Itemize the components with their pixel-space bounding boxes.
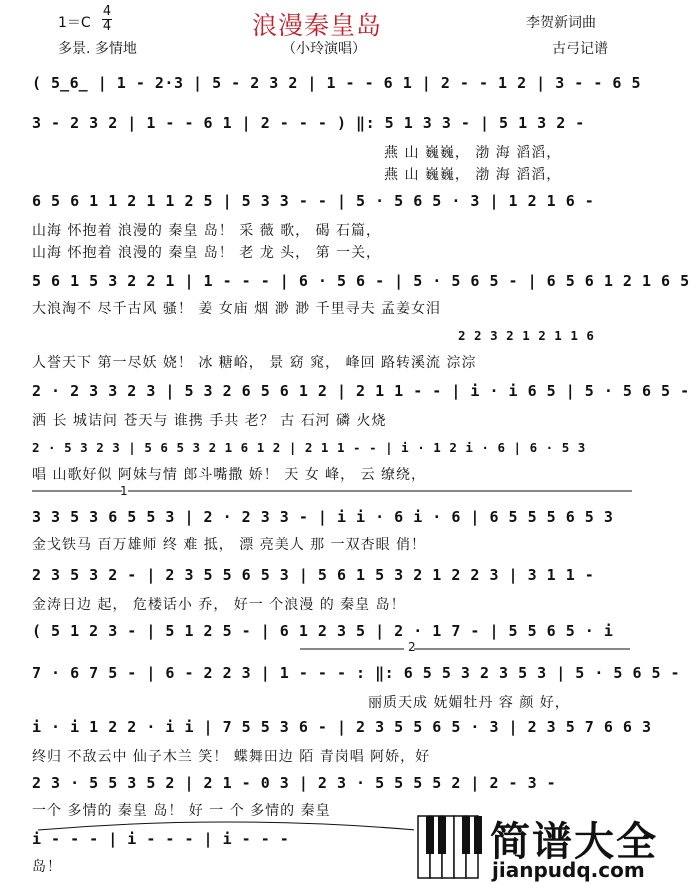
score-row-4-notes: 5 6 1 5 3 2 2 1 | 1 - - - | 6 · 5 6 - | 5 · 5 6 5 - | 6 5 6 1 2 1 6 5: [32, 272, 690, 290]
score-row-13-lyric-1: 一个 多情的 秦皇 岛！ 好 一 个 多情的 秦皇: [32, 803, 331, 819]
score-row-6-notes: 2 · 2 3 3 2 3 | 5 3 2 6 5 6 1 2 | 2 1 1 - - | i · i 6 5 | 5 · 5 6 5 -: [32, 382, 690, 400]
song-title: 浪漫秦皇岛: [252, 11, 383, 40]
score-row-14-lyric-1: 岛！: [32, 859, 62, 875]
score-row-11-notes: 7 · 6 7 5 - | 6 - 2 2 3 | 1 - - - : ‖: 6 5 5 3 2 3 5 3 | 5 · 5 6 5 -: [32, 664, 681, 682]
meter-top: 4: [102, 4, 112, 19]
score-row-7-lyric-1: 唱 山歌好似 阿妹与情 郎斗嘴撒 娇！ 天 女 峰， 云 缭绕，: [32, 467, 427, 483]
time-signature: [102, 6, 112, 33]
volta-2-marker: 2: [408, 640, 416, 654]
meter-bottom: 4: [102, 19, 112, 34]
score-row-1-notes: ( 5̲6̲ | 1 - 2·3 | 5 - 2 3 2 | 1 - - 6 1 | 2 - - 1 2 | 3 - - 6 5: [32, 74, 641, 92]
arranger-credit: 古弓记谱: [552, 41, 608, 57]
lyricist-credit: 李贺新词曲: [526, 15, 596, 31]
volta-1-marker: 1: [120, 484, 128, 498]
score-row-7-notes: 2 · 5 3 2 3 | 5 6 5 3 2 1 6 1 2 | 2 1 1 - - | i · 1 2 i · 6 | 6 · 5 3: [32, 440, 586, 455]
piano-keys-icon: [416, 812, 486, 880]
score-row-3-lyric-2: 山海 怀抱着 浪漫的 秦皇 岛！ 老 龙 头， 第 一关，: [32, 245, 382, 261]
score-row-9-lyric-1: 金涛日边 起， 危楼话小 乔， 好一 个浪漫 的 秦皇 岛！: [32, 597, 406, 613]
score-row-2-notes: 3 - 2 3 2 | 1 - - 6 1 | 2 - - - ) ‖: 5 1 3 3 - | 5 1 3 2 -: [32, 114, 585, 132]
singer-credit: （小玲演唱）: [282, 41, 366, 57]
score-row-5-notes: 2 2 3 2 1 2 1 1 6: [458, 328, 595, 343]
score-row-8-notes: 3 3 5 3 6 5 5 3 | 2 · 2 3 3 - | i i · 6 i · 6 | 6 5 5 5 6 5 3: [32, 508, 614, 526]
key-signature: 1＝C: [58, 15, 91, 31]
score-row-14-notes: i - - - | i - - - | i - - -: [32, 830, 290, 848]
score-row-4-lyric-1: 大浪淘不 尽千古风 骚！ 姜 女庙 烟 渺 渺 千里寻夫 孟姜女泪: [32, 301, 442, 317]
volta-1-bracket: [32, 490, 632, 494]
score-row-6-lyric-1: 洒 长 城诘问 苍天与 谁携 手共 老？ 古 石河 磷 火烧: [32, 413, 387, 429]
watermark-url: jianpudq.com: [492, 858, 645, 882]
score-row-5-lyric-1: 人誉天下 第一尽妖 娆！ 冰 糖峪， 景 窈 窕， 峰回 路转溪流 淙淙: [32, 355, 477, 371]
score-row-3-lyric-1: 山海 怀抱着 浪漫的 秦皇 岛！ 采 薇 歌， 碣 石篇，: [32, 223, 382, 239]
score-row-13-notes: 2 3 · 5 5 3 5 2 | 2 1 - 0 3 | 2 3 · 5 5 5 5 2 | 2 - 3 -: [32, 774, 557, 792]
score-row-8-lyric-1: 金戈铁马 百万雄师 终 难 抵， 漂 亮美人 那 一双杏眼 俏！: [32, 537, 427, 553]
score-row-12-notes: i · i 1 2 2 · i i | 7 5 5 3 6 - | 2 3 5 5 6 5 · 3 | 2 3 5 7 6 6 3: [32, 718, 652, 736]
score-row-10-notes: ( 5 1 2 3 - | 5 1 2 5 - | 6 1 2 3 5 | 2 · 1 7 - | 5 5 6 5 · i: [32, 622, 614, 640]
score-row-9-notes: 2 3 5 3 2 - | 2 3 5 5 6 5 3 | 5 6 1 5 3 2 1 2 2 3 | 3 1 1 -: [32, 566, 595, 584]
score-row-3-notes: 6 5 6 1 1 2 1 1 2 5 | 5 3 3 - - | 5 · 5 6 5 · 3 | 1 2 1 6 -: [32, 192, 595, 210]
tempo-marking: 多景. 多情地: [58, 41, 137, 57]
score-row-11-lyric-1: 丽质天成 妩媚牡丹 容 颜 好，: [368, 695, 570, 711]
score-row-12-lyric-1: 终归 不敌云中 仙子木兰 笑！ 蝶舞田边 陌 青岗唱 阿娇，好: [32, 749, 431, 765]
site-watermark: [414, 808, 658, 884]
watermark-text: 简谱大全: [490, 819, 658, 865]
score-row-2-lyric-2: 燕 山 巍巍， 渤 海 滔滔，: [384, 167, 562, 183]
score-row-2-lyric-1: 燕 山 巍巍， 渤 海 滔滔，: [384, 145, 562, 161]
volta-2-bracket: [300, 648, 630, 652]
